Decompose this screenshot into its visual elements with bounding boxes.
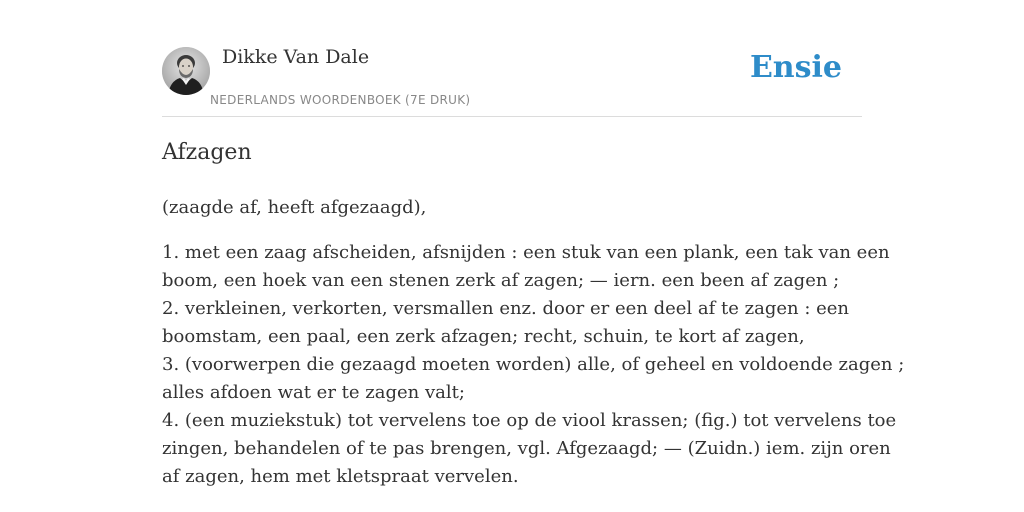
entry-title: Afzagen bbox=[162, 140, 252, 165]
grammar-info: (zaagde af, heeft afgezaagd), bbox=[162, 197, 427, 218]
definition-line: af zagen, hem met kletspraat vervelen. bbox=[162, 466, 519, 487]
source-label[interactable]: NEDERLANDS WOORDENBOEK (7E DRUK) bbox=[210, 93, 471, 107]
portrait-icon bbox=[162, 47, 210, 95]
definition-line: 2. verkleinen, verkorten, versmallen enz. door er een deel af te zagen : een bbox=[162, 298, 850, 319]
definition-line: 3. (voorwerpen die gezaagd moeten worden) alle, of geheel en voldoende zagen ; bbox=[162, 354, 905, 375]
dictionary-card bbox=[162, 0, 905, 487]
definition-line: boomstam, een paal, een zerk afzagen; recht, schuin, te kort af zagen, bbox=[162, 326, 805, 347]
ensie-logo-link[interactable]: Ensie bbox=[749, 50, 842, 85]
author-avatar[interactable] bbox=[162, 47, 210, 95]
author-name[interactable]: Dikke Van Dale bbox=[222, 46, 370, 68]
definition-line: zingen, behandelen of te pas brengen, vgl. Afgezaagd; — (Zuidn.) iem. zijn oren bbox=[162, 438, 891, 459]
definition-line: 1. met een zaag afscheiden, afsnijden : een stuk van een plank, een tak van een bbox=[162, 242, 890, 263]
definition-line: 4. (een muziekstuk) tot vervelens toe op de viool krassen; (fig.) tot vervelens toe bbox=[162, 410, 897, 431]
definition-text bbox=[162, 239, 905, 491]
definition-line: alles afdoen wat er te zagen valt; bbox=[162, 382, 465, 403]
entry-header bbox=[162, 0, 862, 117]
definition-line: boom, een hoek van een stenen zerk af zagen; — iern. een been af zagen ; bbox=[162, 270, 840, 291]
